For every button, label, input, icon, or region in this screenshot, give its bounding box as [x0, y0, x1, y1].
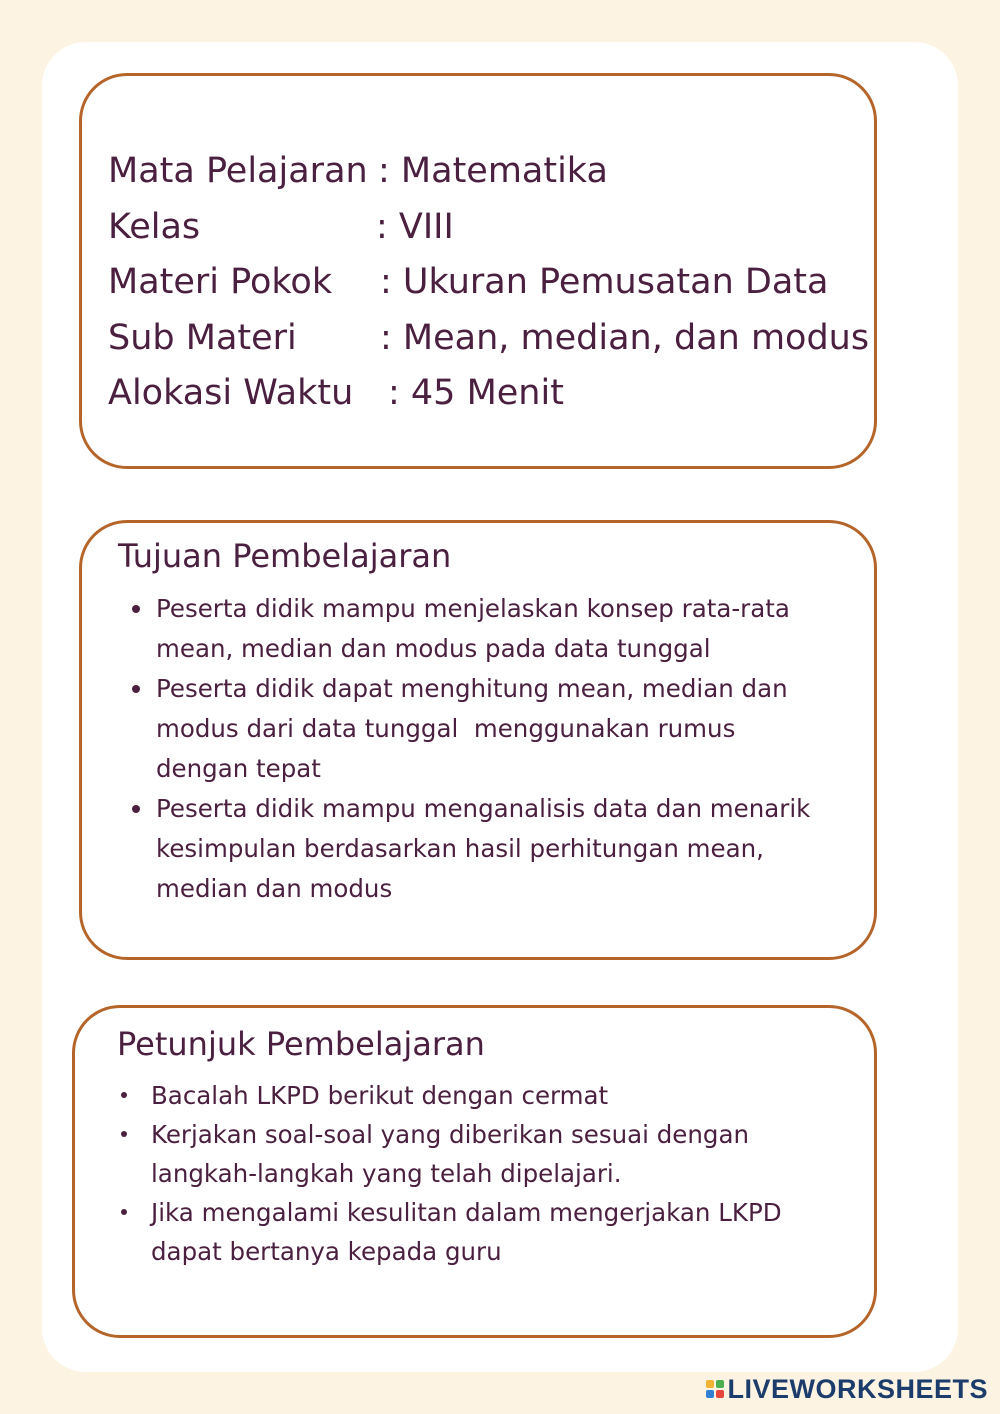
class-value: : VIII	[376, 206, 454, 247]
learning-instructions-card	[72, 1005, 877, 1338]
duration-label: Alokasi Waktu	[108, 373, 354, 413]
learning-instructions-list	[151, 1076, 841, 1271]
identity-card	[79, 73, 877, 469]
list-item-line: kesimpulan berdasarkan hasil perhitungan mean,	[156, 834, 764, 863]
list-item-line: Peserta didik mampu menjelaskan konsep rata-rata	[156, 594, 790, 623]
topic-label: Materi Pokok	[108, 262, 333, 302]
list-item-line: mean, median dan modus pada data tunggal	[156, 634, 711, 663]
list-item	[151, 1193, 841, 1271]
learning-goals-list	[156, 589, 856, 909]
list-item-line: Peserta didik dapat menghitung mean, median dan	[156, 674, 788, 703]
bullet-icon	[132, 685, 140, 693]
duration-value: : 45 Menit	[388, 373, 564, 413]
list-item	[156, 589, 856, 669]
liveworksheets-logo-icon	[706, 1380, 724, 1398]
list-item-line: Kerjakan soal-soal yang diberikan sesuai dengan	[151, 1120, 749, 1149]
subtopic-label: Sub Materi	[108, 317, 297, 358]
bullet-icon	[132, 805, 140, 813]
list-item	[156, 669, 856, 789]
bullet-icon	[132, 605, 140, 613]
logo-square-blue	[706, 1390, 714, 1398]
subject-label: Mata Pelajaran	[108, 151, 368, 191]
list-item-line: dapat bertanya kepada guru	[151, 1237, 502, 1266]
logo-square-yellow	[706, 1380, 714, 1388]
list-item-line: median dan modus	[156, 874, 393, 903]
learning-goals-card	[79, 520, 877, 960]
liveworksheets-brand[interactable]	[706, 1374, 988, 1404]
learning-goals-title: Tujuan Pembelajaran	[118, 537, 452, 575]
bullet-icon	[121, 1209, 127, 1215]
bullet-icon	[121, 1092, 127, 1098]
list-item	[151, 1076, 841, 1115]
list-item	[151, 1115, 841, 1193]
liveworksheets-wordmark: LIVEWORKSHEETS	[727, 1374, 988, 1404]
list-item-line: Jika mengalami kesulitan dalam mengerjakan LKPD	[151, 1198, 782, 1227]
list-item-line: modus dari data tunggal menggunakan rumus	[156, 714, 736, 743]
logo-square-red	[716, 1390, 724, 1398]
logo-square-green	[716, 1380, 724, 1388]
learning-instructions-title: Petunjuk Pembelajaran	[117, 1025, 485, 1063]
list-item-line: Bacalah LKPD berikut dengan cermat	[151, 1081, 609, 1110]
list-item	[156, 789, 856, 909]
class-label: Kelas	[108, 206, 201, 247]
list-item-line: dengan tepat	[156, 754, 321, 783]
subtopic-value: : Mean, median, dan modus	[380, 317, 870, 358]
list-item-line: langkah-langkah yang telah dipelajari.	[151, 1159, 622, 1188]
subject-value: : Matematika	[378, 151, 608, 191]
list-item-line: Peserta didik mampu menganalisis data dan menarik	[156, 794, 811, 823]
bullet-icon	[121, 1131, 127, 1137]
topic-value: : Ukuran Pemusatan Data	[380, 262, 829, 302]
